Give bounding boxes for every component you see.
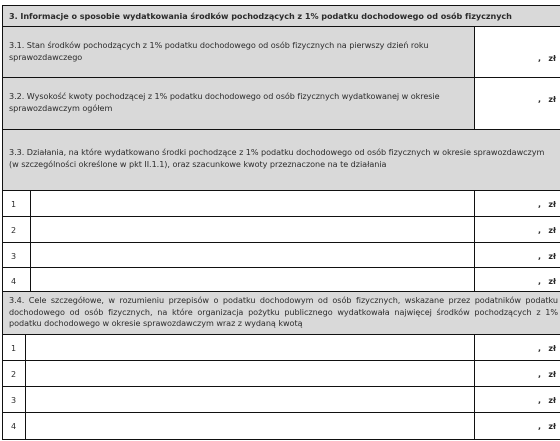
activity-amount-input[interactable] (475, 268, 560, 292)
goal-amount-input[interactable] (475, 361, 560, 387)
goal-description-input[interactable] (25, 413, 475, 440)
goal-description-input[interactable] (25, 387, 475, 413)
activity-amount-input[interactable] (475, 191, 560, 217)
field-3-1-label-cell (2, 27, 475, 78)
field-3-1-label: 3.1. Stan środków pochodzących z 1% podatku dochodowego od osób fizycznych na pierwszy dzień roku sprawozdawczego (9, 40, 429, 62)
subsection-3-4-header (2, 292, 560, 335)
field-3-2-amount-input[interactable] (475, 78, 560, 130)
decimal-comma: , (538, 95, 542, 104)
field-3-1-amount-input[interactable] (475, 27, 560, 78)
goal-amount-input[interactable] (475, 413, 560, 440)
decimal-comma: , (538, 200, 542, 209)
decimal-comma: , (538, 422, 542, 431)
activity-description-input[interactable] (30, 243, 475, 268)
row-number: 1 (11, 200, 17, 209)
currency-unit: zł (548, 396, 556, 405)
row-number: 4 (11, 422, 17, 431)
currency-unit: zł (548, 95, 556, 104)
activity-amount-input[interactable] (475, 243, 560, 268)
row-number: 3 (11, 252, 17, 261)
row-number: 2 (11, 226, 17, 235)
currency-unit: zł (548, 200, 556, 209)
activity-description-input[interactable] (30, 191, 475, 217)
row-number: 4 (11, 277, 17, 286)
currency-unit: zł (548, 344, 556, 353)
field-3-2-label-cell (2, 78, 475, 130)
decimal-comma: , (538, 370, 542, 379)
currency-unit: zł (548, 422, 556, 431)
decimal-comma: , (538, 54, 542, 63)
decimal-comma: , (538, 344, 542, 353)
currency-unit: zł (548, 252, 556, 261)
row-number: 1 (11, 344, 17, 353)
decimal-comma: , (538, 226, 542, 235)
subsection-3-3-header (2, 130, 560, 191)
goal-amount-input[interactable] (475, 387, 560, 413)
row-number: 2 (11, 370, 17, 379)
activity-description-input[interactable] (30, 268, 475, 292)
currency-unit: zł (548, 277, 556, 286)
decimal-comma: , (538, 277, 542, 286)
subsection-3-4-label: 3.4. Cele szczegółowe, w rozumieniu przepisów o podatku dochodowym od osób fizycznych, wskazane przez podatników podatku dochodowego od osób fizycznych, na które organizacja pożytku publicznego wydatkowała najwięcej środków pochodzących z 1% podatku dochodowego w okresie sprawozdawczym wraz z wydaną kwotą (9, 295, 558, 328)
currency-unit: zł (548, 226, 556, 235)
field-3-2-label: 3.2. Wysokość kwoty pochodzącej z 1% podatku dochodowego od osób fizycznych wydatkowanej w okresie sprawozdawczym ogółem (9, 91, 440, 113)
activity-description-input[interactable] (30, 217, 475, 243)
section-header (2, 5, 560, 27)
subsection-3-3-label: 3.3. Działania, na które wydatkowano środki pochodzące z 1% podatku dochodowego od osób fizycznych w okresie sprawozdawczym (w szczególności określone w pkt II.1.1), oraz szacunkowe kwoty przeznaczone na te działania (9, 147, 545, 169)
goal-amount-input[interactable] (475, 335, 560, 361)
decimal-comma: , (538, 396, 542, 405)
currency-unit: zł (548, 370, 556, 379)
goal-description-input[interactable] (25, 361, 475, 387)
decimal-comma: , (538, 252, 542, 261)
row-number: 3 (11, 396, 17, 405)
currency-unit: zł (548, 54, 556, 63)
activity-amount-input[interactable] (475, 217, 560, 243)
section-title: 3. Informacje o sposobie wydatkowania środków pochodzących z 1% podatku dochodowego od osób fizycznych (9, 11, 512, 21)
goal-description-input[interactable] (25, 335, 475, 361)
